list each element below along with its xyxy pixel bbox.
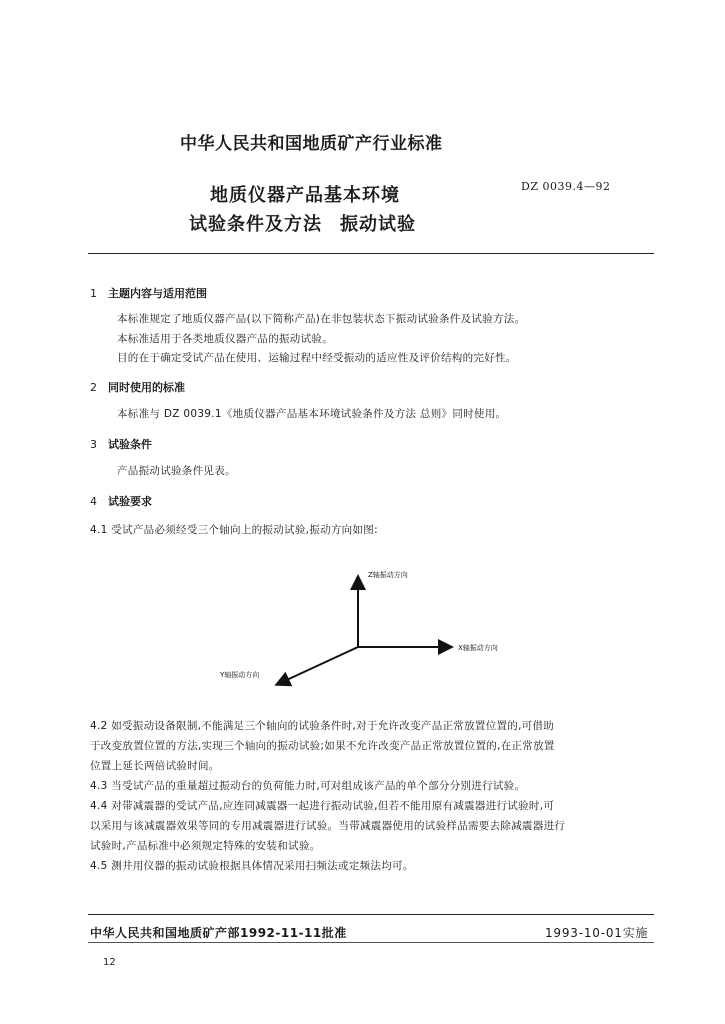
section-3-para-1: 产品振动试验条件见表。 [117, 465, 236, 477]
clause-4-4-line-2: 以采用与该减震器效果等同的专用减震器进行试验。当带减震器使用的试验样品需要去除减震器进行 [90, 820, 566, 832]
clause-4-4-line-3: 试验时,产品标准中必须规定特殊的安装和试验。 [90, 840, 321, 852]
footer-rule [88, 914, 654, 915]
y-axis-label: Y轴振动方向 [220, 671, 260, 679]
section-3-heading: 3 试验条件 [90, 438, 152, 451]
section-1-para-2: 本标准适用于各类地质仪器产品的振动试验。 [117, 333, 333, 345]
title-part-b: 振动试验 [340, 214, 416, 235]
section-2-heading: 2 同时使用的标准 [90, 381, 185, 394]
section-1-para-3: 目的在于确定受试产品在使用、运输过程中经受振动的适应性及评价结构的完好性。 [117, 352, 517, 364]
clause-4-2-line-1: 4.2 如受振动设备限制,不能满足三个轴向的试验条件时,对于允许改变产品正常放置位置的,可借助 [90, 720, 555, 732]
clause-4-4-line-1: 4.4 对带减震器的受试产品,应连同减震器一起进行振动试验,但若不能用原有减震器进行试验时,可 [90, 800, 555, 812]
page-number: 12 [103, 957, 116, 968]
clause-4-2-line-2: 于改变放置位置的方法,实现三个轴向的振动试验;如果不允许改变产品正常放置位置的,在正常放置 [90, 740, 555, 752]
standard-code: DZ 0039.4—92 [521, 180, 611, 193]
vibration-axes-figure [200, 560, 530, 700]
clause-4-5: 4.5 测井用仪器的振动试验根据具体情况采用扫频法或定频法均可。 [90, 860, 414, 872]
title-part-a: 试验条件及方法 [189, 214, 322, 235]
section-1-para-1: 本标准规定了地质仪器产品(以下简称产品)在非包装状态下振动试验条件及试验方法。 [117, 313, 526, 325]
clause-4-3: 4.3 当受试产品的重量超过振动台的负荷能力时,可对组成该产品的单个部分分别进行试验。 [90, 780, 526, 792]
clause-4-2-line-3: 位置上延长两倍试验时间。 [90, 760, 220, 772]
section-1-heading: 1 主题内容与适用范围 [90, 287, 207, 300]
x-axis-label: X轴振动方向 [458, 644, 498, 652]
section-4-heading: 4 试验要求 [90, 495, 152, 508]
document-title-line2 [189, 210, 416, 236]
clause-4-1: 4.1 受试产品必须经受三个轴向上的振动试验,振动方向如图: [90, 524, 378, 536]
z-axis-label: Z轴振动方向 [368, 571, 408, 579]
footer-bottom-rule [88, 942, 654, 943]
header-rule [88, 253, 654, 254]
y-axis-arrow [278, 647, 358, 684]
standard-header: 中华人民共和国地质矿产行业标准 [180, 134, 443, 154]
section-2-para-1: 本标准与 DZ 0039.1《地质仪器产品基本环境试验条件及方法 总则》同时使用。 [117, 408, 507, 420]
effective-date: 1993-10-01实施 [545, 926, 649, 940]
approval-line: 中华人民共和国地质矿产部1992-11-11批准 [90, 926, 347, 940]
document-title-line1: 地质仪器产品基本环境 [210, 185, 400, 206]
